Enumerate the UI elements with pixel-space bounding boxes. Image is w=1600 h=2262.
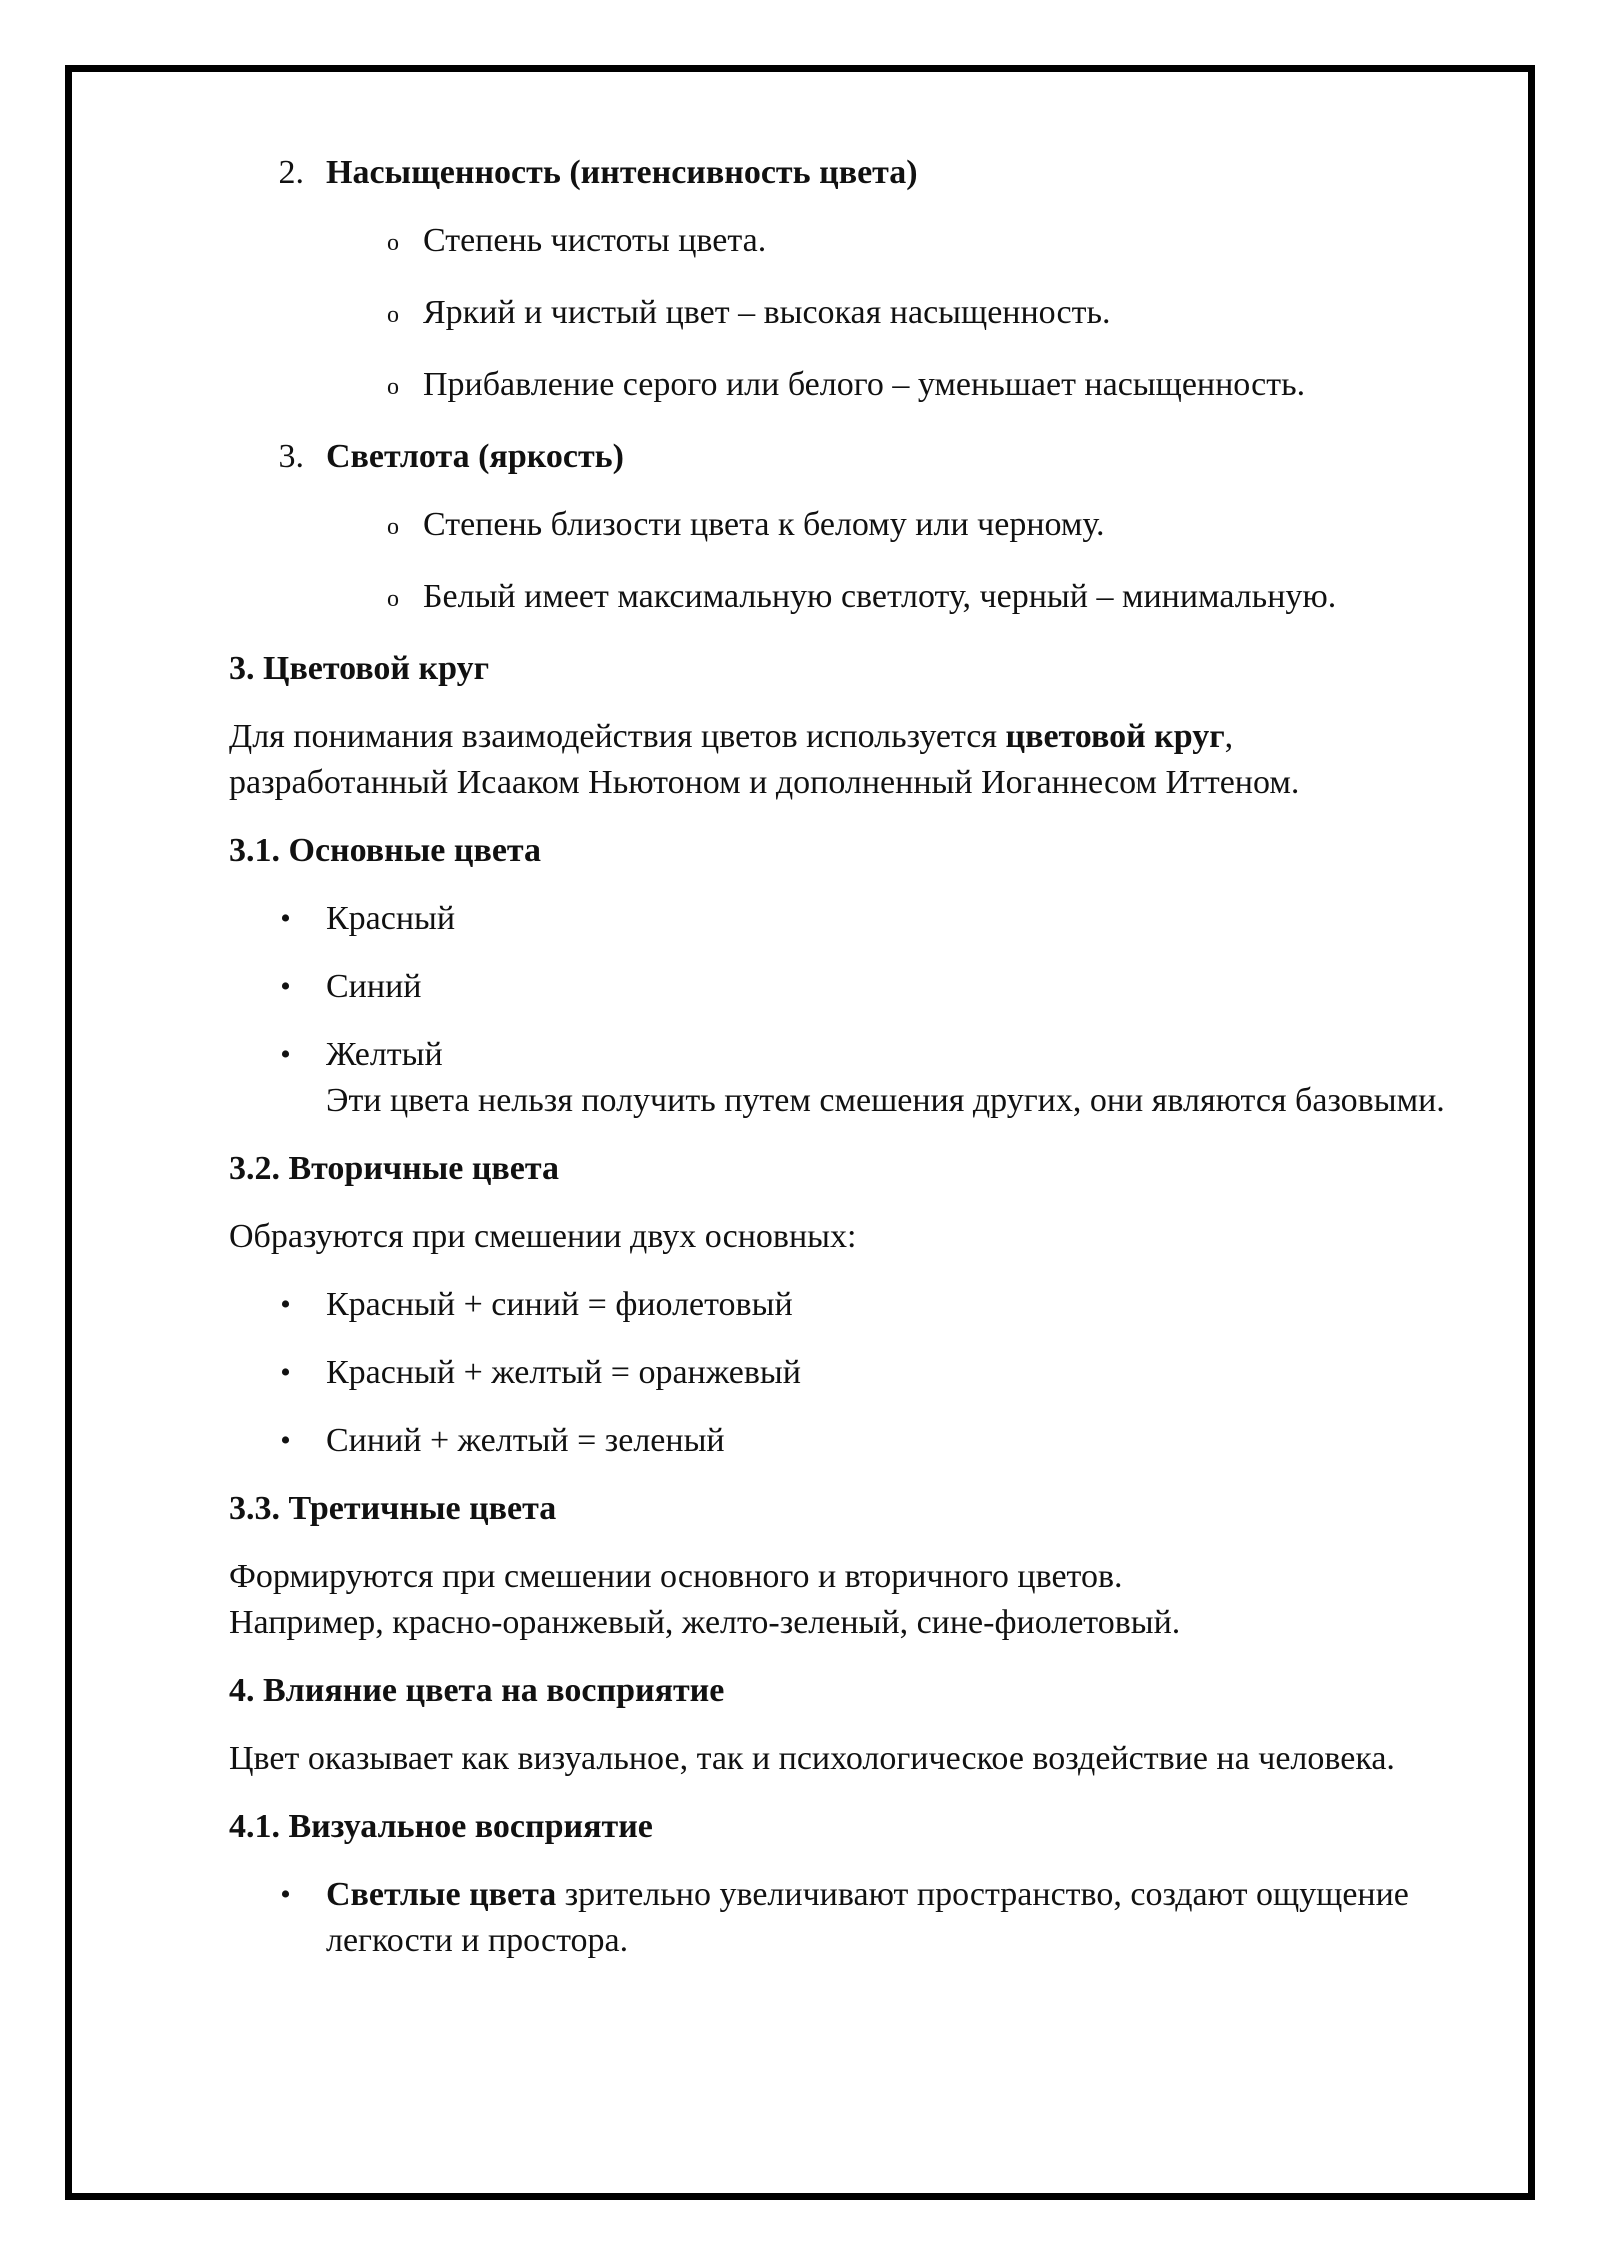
intro-text-line2: разработанный Исааком Ньютоном и дополненный Иоганнесом Иттеном. — [229, 764, 1300, 801]
section-heading-perception: 4. Влияние цвета на восприятие — [229, 1672, 725, 1709]
list-item-text: Желтый — [326, 1036, 443, 1073]
numbered-item-saturation — [229, 150, 1469, 196]
bold-term: Светлые цвета — [326, 1876, 557, 1913]
circle-bullet-icon: o — [387, 374, 399, 400]
bullet-icon: • — [280, 970, 291, 1003]
color-wheel-intro — [229, 714, 1469, 806]
list-item-text: Красный + синий = фиолетовый — [326, 1286, 793, 1323]
list-item — [229, 1032, 1469, 1124]
list-item-text: Прибавление серого или белого – уменьшает насыщенность. — [423, 366, 1306, 403]
list-item — [229, 896, 1469, 942]
list-item-text: Красный + желтый = оранжевый — [326, 1354, 801, 1391]
section-heading-secondary: 3.2. Вторичные цвета — [229, 1150, 559, 1187]
list-item-rest: зрительно увеличивают пространство, создают ощущение легкости и простора. — [326, 1876, 1409, 1959]
list-item — [229, 1872, 1469, 1964]
list-item — [229, 290, 1469, 340]
list-item — [229, 218, 1469, 268]
numbered-item-lightness — [229, 434, 1469, 480]
section-heading-visual: 4.1. Визуальное восприятие — [229, 1808, 653, 1845]
list-item-text: Яркий и чистый цвет – высокая насыщенность. — [423, 294, 1111, 331]
bullet-icon: • — [280, 1356, 291, 1389]
circle-bullet-icon: o — [387, 514, 399, 540]
list-number: 3. — [278, 438, 304, 475]
list-item — [229, 502, 1469, 552]
list-item-text: Синий + желтый = зеленый — [326, 1422, 725, 1459]
saturation-sublist — [229, 218, 1469, 412]
bullet-icon: • — [280, 902, 291, 935]
circle-bullet-icon: o — [387, 586, 399, 612]
tertiary-text — [229, 1554, 1469, 1646]
section-heading-primary: 3.1. Основные цвета — [229, 832, 542, 869]
lightness-sublist — [229, 502, 1469, 624]
secondary-intro: Образуются при смешении двух основных: — [229, 1218, 857, 1255]
intro-bold-term: цветовой круг — [1005, 718, 1225, 755]
list-item-text: Белый имеет максимальную светлоту, черный – минимальную. — [423, 578, 1337, 615]
intro-punctuation: , — [1224, 718, 1234, 755]
list-item — [229, 1282, 1469, 1328]
list-item-title: Насыщенность (интенсивность цвета) — [326, 154, 918, 191]
bullet-icon: • — [280, 1424, 291, 1457]
primary-colors-list — [229, 896, 1469, 1124]
bullet-icon: • — [280, 1038, 291, 1071]
secondary-colors-list — [229, 1282, 1469, 1464]
list-item — [229, 1418, 1469, 1464]
list-item-text: Степень близости цвета к белому или черному. — [423, 506, 1105, 543]
list-item — [229, 574, 1469, 624]
section-heading-color-wheel: 3. Цветовой круг — [229, 650, 490, 687]
list-item-text: Синий — [326, 968, 422, 1005]
intro-text: Для понимания взаимодействия цветов используется — [229, 718, 1006, 755]
section-heading-tertiary: 3.3. Третичные цвета — [229, 1490, 557, 1527]
list-item — [229, 1350, 1469, 1396]
visual-perception-list — [229, 1872, 1469, 1964]
list-item — [229, 362, 1469, 412]
list-item — [229, 964, 1469, 1010]
bullet-icon: • — [280, 1878, 291, 1911]
list-item-text — [326, 1872, 1469, 1964]
list-item-text: Красный — [326, 900, 456, 937]
circle-bullet-icon: o — [387, 302, 399, 328]
bullet-icon: • — [280, 1288, 291, 1321]
perception-text: Цвет оказывает как визуальное, так и психологическое воздействие на человека. — [229, 1740, 1395, 1777]
circle-bullet-icon: o — [387, 230, 399, 256]
primary-colors-note: Эти цвета нельзя получить путем смешения других, они являются базовыми. — [326, 1082, 1445, 1119]
tertiary-line1: Формируются при смешении основного и вторичного цветов. — [229, 1558, 1123, 1595]
list-number: 2. — [278, 154, 304, 191]
document-body — [229, 150, 1469, 1986]
tertiary-line2: Например, красно-оранжевый, желто-зеленый, сине-фиолетовый. — [229, 1604, 1181, 1641]
list-item-text: Степень чистоты цвета. — [423, 222, 767, 259]
list-item-text-with-note — [326, 1032, 1469, 1124]
list-item-title: Светлота (яркость) — [326, 438, 624, 475]
